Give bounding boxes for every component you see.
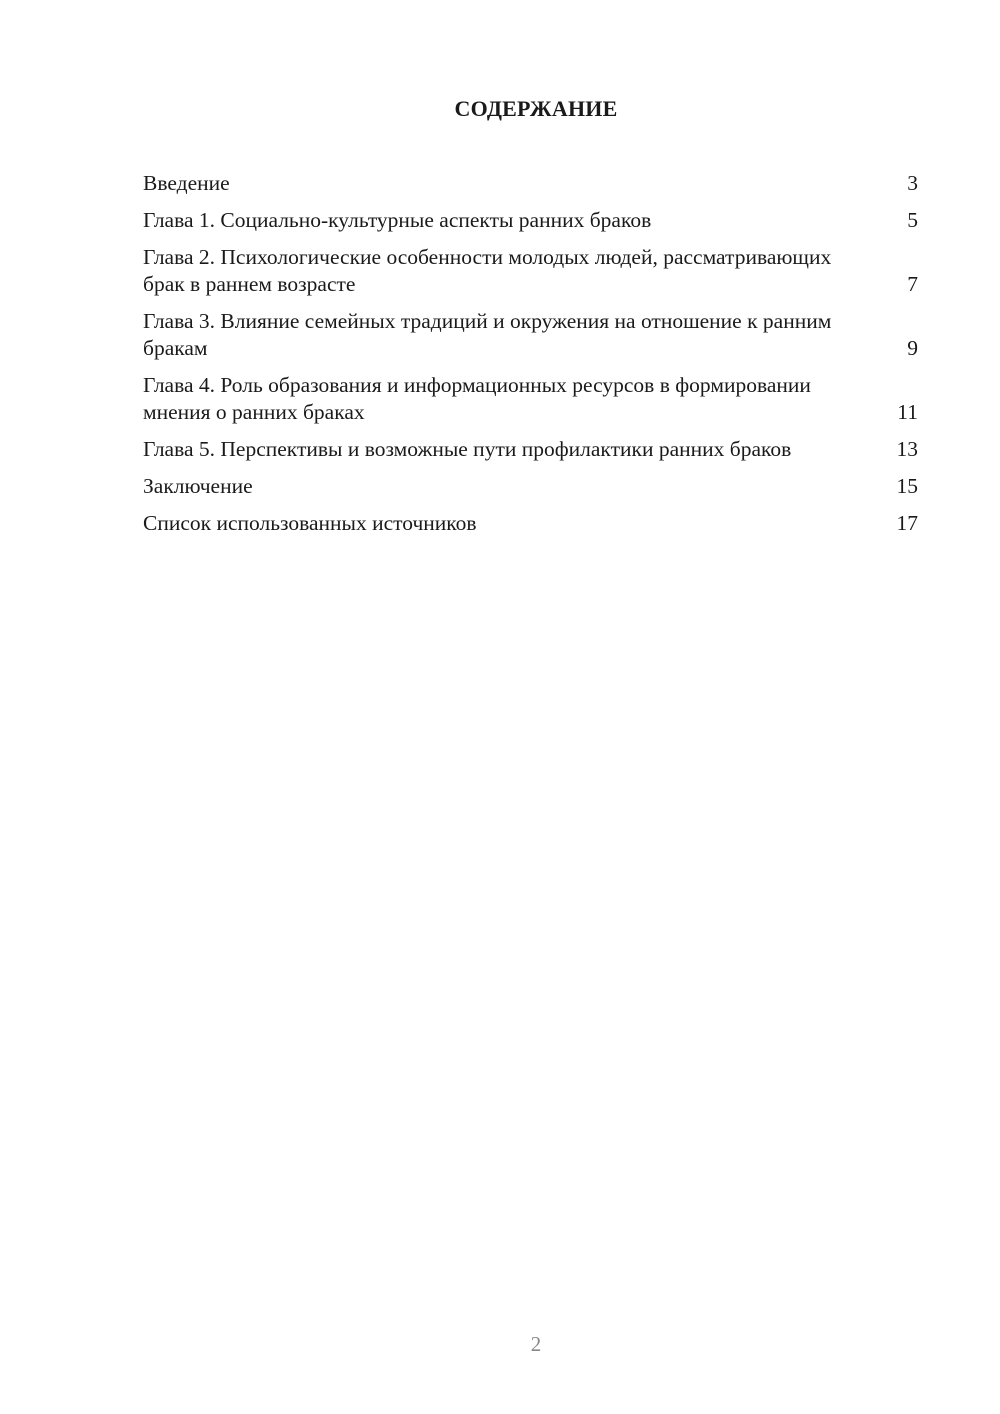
table-of-contents: [143, 170, 918, 547]
toc-entry-page: 11: [897, 400, 918, 424]
toc-entry-text: Глава 5. Перспективы и возможные пути профилактики ранних браков: [143, 437, 792, 461]
toc-entry-introduction: [143, 170, 918, 197]
toc-entry-text: Список использованных источников: [143, 511, 477, 535]
page-title: СОДЕРЖАНИЕ: [454, 96, 618, 121]
toc-entry-text: Введение: [143, 171, 230, 195]
toc-entry-text: Глава 3. Влияние семейных традиций и окружения на отношение к ранним бракам: [143, 309, 832, 360]
toc-entry-chapter-1: [143, 207, 918, 234]
toc-entry-text: Заключение: [143, 474, 253, 498]
toc-entry-conclusion: [143, 473, 918, 500]
toc-entry-references: [143, 510, 918, 537]
toc-entry-page: 15: [896, 474, 918, 498]
toc-entry-page: 17: [896, 511, 918, 535]
toc-entry-page: 3: [907, 171, 918, 195]
toc-entry-page: 5: [907, 208, 918, 232]
page-number: 2: [530, 1332, 542, 1356]
toc-entry-chapter-2: [143, 244, 918, 298]
toc-entry-text: Глава 2. Психологические особенности молодых людей, рассматривающих брак в раннем возрасте: [143, 245, 832, 296]
toc-entry-page: 9: [907, 336, 918, 360]
toc-entry-page: 7: [907, 272, 918, 296]
toc-entry-chapter-3: [143, 308, 918, 362]
toc-entry-page: 13: [896, 437, 918, 461]
toc-entry-text: Глава 1. Социально-культурные аспекты ранних браков: [143, 208, 652, 232]
toc-entry-chapter-4: [143, 372, 918, 426]
toc-entry-chapter-5: [143, 436, 918, 463]
toc-entry-text: Глава 4. Роль образования и информационных ресурсов в формировании мнения о ранних браках: [143, 373, 811, 424]
